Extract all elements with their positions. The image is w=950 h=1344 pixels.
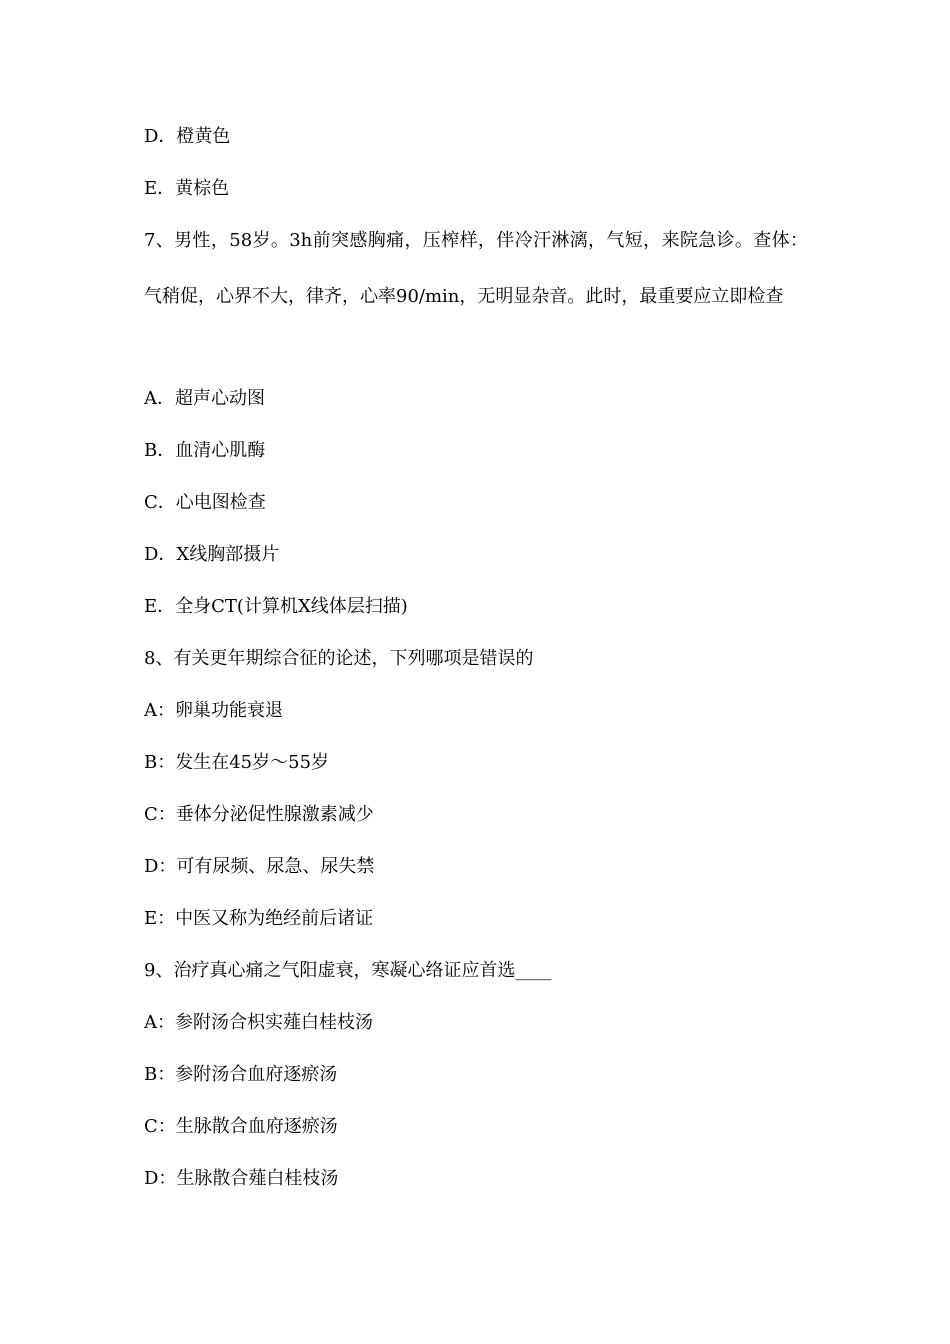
q8-option-b: B：发生在45岁～55岁	[144, 752, 330, 773]
q9-option-d: D：生脉散合薤白桂枝汤	[144, 1168, 339, 1189]
q9-option-c: C：生脉散合血府逐瘀汤	[144, 1116, 338, 1137]
q8-option-c: C：垂体分泌促性腺激素减少	[144, 804, 374, 825]
q6-option-e: E．黄棕色	[144, 178, 230, 199]
q7-option-a: A．超声心动图	[144, 388, 265, 409]
q9-stem: 9、治疗真心痛之气阳虚衰，寒凝心络证应首选____	[144, 960, 552, 981]
q8-option-e: E：中医又称为绝经前后诸证	[144, 908, 374, 929]
q7-option-b: B．血清心肌酶	[144, 440, 266, 461]
q7-option-e: E．全身CT(计算机X线体层扫描)	[144, 596, 408, 617]
q8-option-a: A：卵巢功能衰退	[144, 700, 283, 721]
q8-stem: 8、有关更年期综合征的论述，下列哪项是错误的	[144, 648, 534, 669]
q9-option-b: B：参附汤合血府逐瘀汤	[144, 1064, 338, 1085]
q9-option-a: A：参附汤合枳实薤白桂枝汤	[144, 1012, 373, 1033]
q7-option-d: D．X线胸部摄片	[144, 544, 280, 565]
q7-stem: 7、男性，58岁。3h前突感胸痛，压榨样，伴冷汗淋漓，气短，来院急诊。查体：气稍促，心界不大，律齐，心率90/min，无明显杂音。此时，最重要应立即检查	[144, 230, 808, 307]
q8-option-d: D：可有尿频、尿急、尿失禁	[144, 856, 375, 877]
q6-option-d: D．橙黄色	[144, 126, 231, 147]
q7-option-c: C．心电图检查	[144, 492, 266, 513]
